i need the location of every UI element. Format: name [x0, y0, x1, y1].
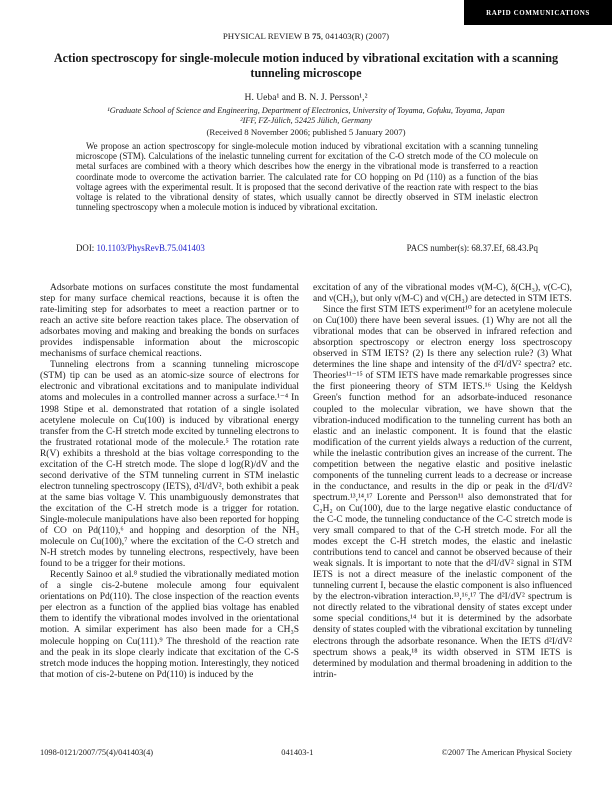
- page-footer: [40, 748, 572, 757]
- affiliation-2: ²IFF, FZ-Jülich, 52425 Jülich, Germany: [240, 116, 372, 125]
- abstract-text: We propose an action spectroscopy for single-molecule motion induced by vibrational excitation with a scanning tunneling microscope (STM). Calculations of the inelastic tunneling current for excitation of the C-O stretch mode of the CO molecule on metal surfaces are combined with a theory which describes how the energy in the vibrational mode is transferred to a reaction coordinate mode to overcome the activation barrier. The calculated rate for CO hopping on Pd (110) as a function of the bias voltage agrees with the experimental result. It is proposed that the second derivative of the reaction rate with respect to the bias voltage is related to the vibrational density of states, which usually cannot be directly observed in STM inelastic electron tunneling spectroscopy when a molecule motion is induced by vibrational excitation.: [76, 141, 538, 213]
- footer-issn: 1098-0121/2007/75(4)/041403(4): [40, 748, 154, 757]
- journal-volume: 75: [312, 31, 321, 41]
- journal-header: [0, 31, 612, 41]
- page-title: [40, 51, 572, 81]
- right-column: [313, 283, 572, 745]
- journal-name: PHYSICAL REVIEW B: [222, 31, 313, 41]
- doi-block: [76, 243, 205, 253]
- footer-page-number: 041403-1: [281, 748, 314, 757]
- body-paragraph: Tunneling electrons from a scanning tunneling microscope (STM) tip can be used as an atomic-size source of electrons for electronic and vibrational excitations and to manipulate individual atoms and molecules in a controlled manner across a surface.¹⁻⁴ In 1998 Stipe et al. demonstrated that rotation of a single isolated acetylene molecule on Cu(100) is induced by vibrational energy transfer from the C-H stretch mode excited by tunneling electrons to the frustrated rotational mode of the molecule.⁵ The rotation rate R(V) exhibits a threshold at the bias voltage corresponding to the excitation of the C-H stretch mode. The slope d log(R)/dV and the second derivative of the STM tunneling current in STM inelastic electron tunneling spectroscopy (IETS), d²I/dV², both exhibit a peak at the same bias voltage V. This unambiguously demonstrates that the excitation of the C-H stretch mode is a trigger for rotation. Single-molecule manipulations have also been reported for hopping of CO on Pd(110),⁶ and hopping and desorption of the NH₃ molecule on Cu(100),⁷ where the excitation of the C-O stretch and N-H stretch modes by tunneling electrons, respectively, have been found to be a trigger for their motions.: [40, 360, 299, 570]
- authors-line: H. Ueba¹ and B. N. J. Persson¹,²: [244, 92, 368, 103]
- rapid-communications-banner: [464, 0, 612, 25]
- affiliation-1: ¹Graduate School of Science and Engineering, Department of Electronics, University of Toyama, Gofuku, Toyama, Japan: [107, 106, 505, 115]
- article-body: [40, 283, 572, 745]
- banner-label: RAPID COMMUNICATIONS: [486, 8, 590, 17]
- left-column: [40, 283, 299, 745]
- doi-pacs-row: [76, 243, 538, 253]
- body-paragraph: Adsorbate motions on surfaces constitute the most fundamental step for many surface chemical reactions, because it is often the rate-limiting step for adsorbates to meet a reaction partner or to reach an active site before reaction takes place. The observation of adsorbates moving and making and breaking the bonds on surfaces provides indispensable information about the microscopic mechanisms of surface chemical reactions.: [40, 283, 299, 360]
- received-line: (Received 8 November 2006; published 5 January 2007): [206, 127, 406, 137]
- pacs-text: PACS number(s): 68.37.Ef, 68.43.Pq: [406, 243, 538, 253]
- title-line-2: tunneling microscope: [250, 66, 362, 80]
- doi-link[interactable]: 10.1103/PhysRevB.75.041403: [96, 243, 205, 253]
- body-paragraph: Since the first STM IETS experiment¹⁰ for an acetylene molecule on Cu(100) there have been several issues. (1) Why are not all the vibrational modes that can be observed in infrared refection and absorption spectroscopy or electron energy loss spectroscopy observed in STM IETS? (2) Is there any selection rule? (3) What determines the line shape and intensity of the d²I/dV² spectra? etc. Theories¹¹⁻¹⁵ of STM IETS have made remarkable progresses since the first pioneering theory of STM IETS.¹⁶ Using the Keldysh Green's function method for an adsorbate-induced resonance coupled to the molecular vibration, we have shown that the vibration-induced modification to the tunneling current has both an elastic and an inelastic component. It is found that the elastic modification of the current yields always a reduction of the current, while the inelastic contribution gives an increase of the current. The competition between the negative elastic and positive inelastic components of the tunneling current leads to a decrease or increase in the conductance, and results in the dip or peak in the d²I/dV² spectrum.¹³,¹⁴,¹⁷ Lorente and Persson¹¹ also demonstrated that for C₂H₂ on Cu(100), due to the large negative elastic conductance of the C-C mode, the tunneling conductance of the C-C stretch mode is very small compared to that of the C-H stretch mode. For all the modes except the C-H stretch modes, the elastic and inelastic contributions tend to cancel and cannot be observed because of their weak signals. It is important to note that the d²I/dV² signal in STM IETS is not a direct measure of the inelastic component of the tunneling current I, because the elastic component is also influenced by the electron-vibration interaction.¹³,¹⁶,¹⁷ The d²I/dV² spectrum is not directly related to the vibrational density of states except under some special conditions,¹⁴ but it is determined by the adsorbate density of states coupled with the vibrational excitation by tunneling electrons through the adsorbate resonance. When the IETS d²I/dV² spectrum shows a peak,¹⁸ its width observed in STM IETS is determined by modulation and thermal broadening in addition to the intrin-: [313, 305, 572, 680]
- doi-label: DOI:: [76, 243, 97, 253]
- title-line-1: Action spectroscopy for single-molecule motion induced by vibrational excitation with a scanning: [53, 51, 559, 65]
- footer-copyright: ©2007 The American Physical Society: [441, 748, 572, 757]
- journal-issue-info: , 041403(R) (2007): [320, 31, 390, 41]
- body-paragraph: Recently Sainoo et al.⁸ studied the vibrationally mediated motion of a single cis-2-butene molecule among four equivalent orientations on Pd(110). The close inspection of the reaction events per electron as a function of the applied bias voltage has enabled them to identify the vibrational modes involved in the orientational motion. A similar experiment has also been made for a CH₃S molecule hopping on Cu(111).⁹ The threshold of the reaction rate and the peak in its slope clearly indicate that excitation of the C-S stretch mode induces the hopping motion. Interestingly, they noticed that motion of cis-2-butene on Pd(110) is induced by the: [40, 570, 299, 680]
- body-paragraph: excitation of any of the vibrational modes ν(M-C), δ(CH₃), ν(C-C), and ν(CH₃), but only ν(M-C) and ν(CH₃) are detected in STM IETS.: [313, 283, 572, 305]
